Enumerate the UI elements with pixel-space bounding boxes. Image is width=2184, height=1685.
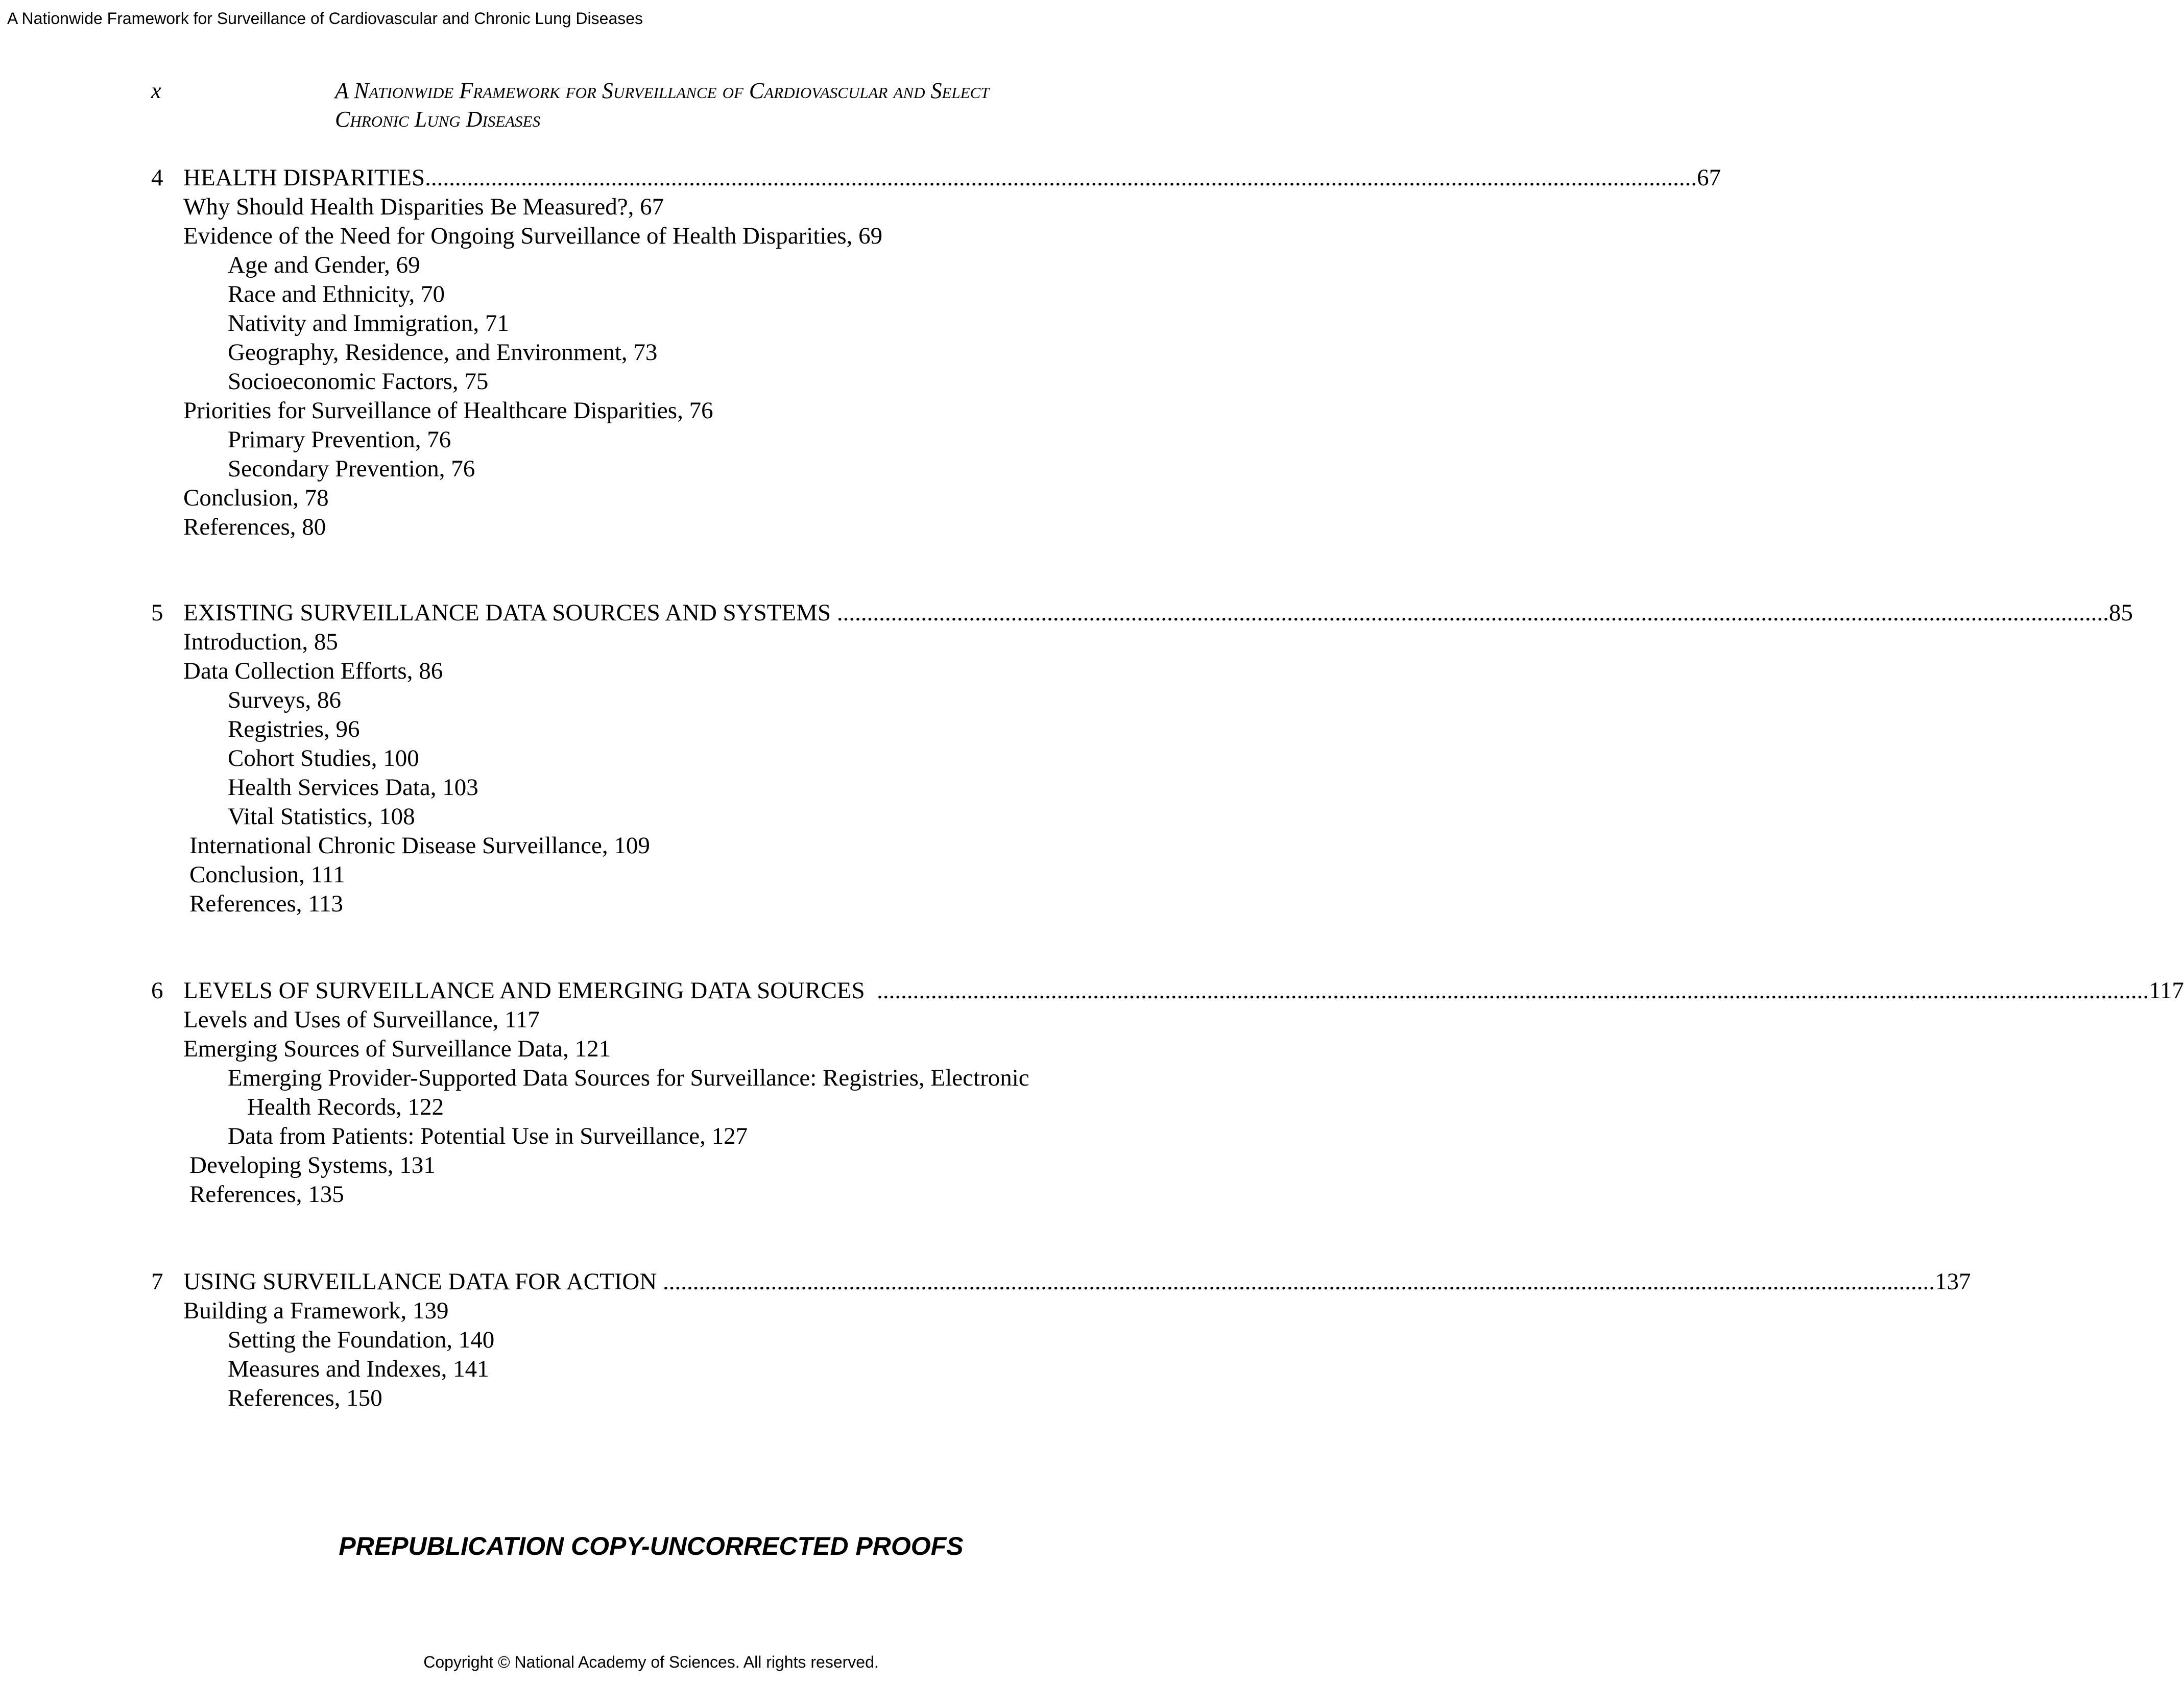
toc-entry: Conclusion, 111	[189, 861, 345, 888]
toc-subentry: References, 150	[228, 1385, 382, 1411]
chapter-number: 4	[151, 164, 163, 191]
chapter-heading	[151, 598, 2133, 628]
chapter-page: 117	[2149, 977, 2184, 1004]
toc-subentry: Age and Gender, 69	[228, 252, 420, 278]
toc-chapter-5	[151, 598, 2133, 919]
chapter-title: USING SURVEILLANCE DATA FOR ACTION	[183, 1268, 663, 1295]
toc-chapter-4	[151, 163, 1721, 542]
chapter-number: 7	[151, 1268, 163, 1295]
dot-leader: ....................................................................................................................................................................................................................	[836, 599, 2109, 626]
toc-entry: Evidence of the Need for Ongoing Surveillance of Health Disparities, 69	[183, 223, 883, 249]
toc-chapter-7	[151, 1267, 1971, 1413]
chapter-page: 137	[1935, 1268, 1971, 1295]
toc-chapter-6	[151, 976, 2184, 1209]
toc-subentry: Data from Patients: Potential Use in Surveillance, 127	[228, 1123, 748, 1149]
toc-subentry: Cohort Studies, 100	[228, 745, 419, 772]
toc-subentry: Socioeconomic Factors, 75	[228, 368, 489, 395]
toc-entry: Introduction, 85	[183, 629, 338, 655]
document-title: A Nationwide Framework for Surveillance of Cardiovascular and Chronic Lung Diseases	[7, 9, 643, 28]
dot-leader: ....................................................................................................................................................................................................................	[877, 977, 2149, 1004]
page-number: x	[151, 78, 161, 103]
toc-entry: Why Should Health Disparities Be Measured?, 67	[183, 194, 664, 220]
running-head-line: A Nationwide Framework for Surveillance of Cardiovascular and Select	[335, 78, 990, 103]
chapter-number: 6	[151, 977, 163, 1004]
toc-entry: Priorities for Surveillance of Healthcare Disparities, 76	[183, 397, 713, 424]
dot-leader: ....................................................................................................................................................................................................................	[663, 1268, 1935, 1295]
chapter-title: EXISTING SURVEILLANCE DATA SOURCES AND SYSTEMS	[183, 599, 837, 626]
chapter-title: HEALTH DISPARITIES	[183, 164, 425, 191]
toc-subentry: Vital Statistics, 108	[228, 803, 415, 830]
toc-subentry: Nativity and Immigration, 71	[228, 310, 509, 336]
chapter-page: 85	[2108, 599, 2133, 626]
dot-leader: ....................................................................................................................................................................................................................	[425, 164, 1697, 191]
toc-entry: Data Collection Efforts, 86	[183, 658, 443, 684]
chapter-title: LEVELS OF SURVEILLANCE AND EMERGING DATA SOURCES	[183, 977, 877, 1004]
toc-subentry: Surveys, 86	[228, 687, 341, 713]
toc-entry: Levels and Uses of Surveillance, 117	[183, 1006, 540, 1033]
running-head	[335, 77, 1203, 134]
running-head-line: Chronic Lung Diseases	[335, 107, 541, 132]
chapter-page: 67	[1697, 164, 1721, 191]
toc-entry: International Chronic Disease Surveillance, 109	[189, 832, 650, 859]
toc-subentry: Race and Ethnicity, 70	[228, 281, 445, 307]
chapter-heading	[151, 163, 1721, 192]
toc-subentry	[151, 1064, 1096, 1122]
chapter-heading	[151, 976, 2184, 1005]
chapter-number: 5	[151, 599, 163, 626]
toc-entry: References, 80	[183, 514, 326, 540]
toc-subentry: Measures and Indexes, 141	[228, 1356, 489, 1382]
toc-entry: Conclusion, 78	[183, 485, 329, 511]
toc-subentry: Geography, Residence, and Environment, 73	[228, 339, 658, 366]
toc-entry: Developing Systems, 131	[189, 1152, 436, 1178]
chapter-heading	[151, 1267, 1971, 1296]
toc-entry: Emerging Sources of Surveillance Data, 121	[183, 1036, 611, 1062]
toc-subentry-text: Emerging Provider-Supported Data Sources for Surveillance: Registries, Electronic	[228, 1065, 1029, 1091]
toc-subentry-continuation: Health Records, 122	[247, 1094, 444, 1120]
toc-entry: References, 113	[189, 890, 344, 917]
toc-subentry: Health Services Data, 103	[228, 774, 478, 801]
toc-entry: Building a Framework, 139	[183, 1297, 449, 1324]
toc-subentry: Primary Prevention, 76	[228, 426, 451, 453]
toc-subentry: Secondary Prevention, 76	[228, 455, 475, 482]
toc-entry: References, 135	[189, 1181, 344, 1208]
prepublication-notice: PREPUBLICATION COPY-UNCORRECTED PROOFS	[339, 1532, 964, 1560]
toc-subentry: Registries, 96	[228, 716, 360, 742]
toc-subentry: Setting the Foundation, 140	[228, 1327, 495, 1353]
copyright-notice: Copyright © National Academy of Sciences. All rights reserved.	[423, 1653, 879, 1671]
